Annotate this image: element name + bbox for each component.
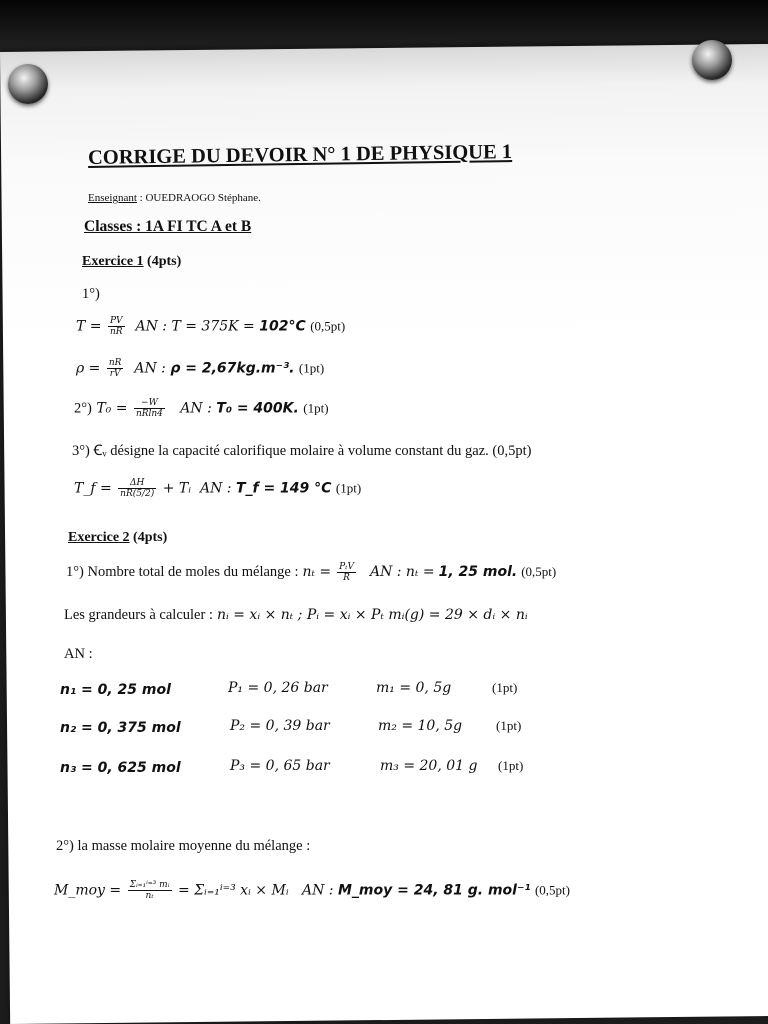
exercise1-points: (4pts) (147, 254, 182, 269)
exercise1-title: Exercice 1 (82, 254, 144, 269)
m-an: AN : (302, 882, 334, 899)
m-lhs: M_moy = (54, 882, 122, 899)
tf-frac-num: ΔH (118, 478, 156, 489)
nt-an: AN : nₜ = (369, 564, 435, 581)
total-moles-line (66, 562, 556, 583)
an-label: AN : (64, 646, 93, 662)
m-frac-num: Σᵢ₌₁ⁱ⁼³ mᵢ (129, 880, 170, 890)
m-frac-den: nₜ (145, 891, 154, 901)
t0-frac-num: −W (134, 398, 165, 409)
n3-value: n₃ = 0, 625 mol (60, 760, 181, 776)
p1-value: P₁ = 0, 26 bar (228, 680, 328, 696)
row2-points: (1pt) (496, 718, 522, 733)
t0-points: (1pt) (303, 400, 329, 416)
row1-points: (1pt) (492, 680, 518, 695)
t-lhs: T = (76, 318, 102, 335)
exercise2-title: Exercice 2 (68, 530, 130, 545)
density-formula (76, 358, 324, 379)
rho-points: (1pt) (298, 360, 325, 376)
molar-mass-formula (54, 880, 570, 901)
rho-fraction (107, 358, 124, 379)
tf-points: (1pt) (335, 480, 362, 496)
m-result: M_moy = 24, 81 g. mol⁻¹ (337, 882, 531, 899)
document-title: CORRIGE DU DEVOIR N° 1 DE PHYSIQUE 1 (87, 141, 513, 169)
rho-an: AN : (134, 360, 166, 377)
nt-lhs: nₜ = (302, 564, 332, 581)
t-frac-den: nR (109, 327, 123, 337)
m-sum: = Σᵢ₌₁ⁱ⁼³ xᵢ × Mᵢ (177, 882, 289, 899)
nt-frac-den: R (343, 573, 350, 583)
t-frac-num: PV (108, 316, 125, 327)
tf-frac-den: nR(5/2) (120, 489, 155, 499)
grandeurs-line (64, 606, 528, 624)
exercise1-heading (82, 254, 181, 270)
t0-lhs: T₀ = (96, 400, 128, 417)
classes-label: Classes : 1A FI TC A et B (84, 218, 252, 235)
t0-frac-den: nRln4 (135, 409, 163, 419)
t-result: 102°C (259, 318, 306, 335)
row3-points: (1pt) (498, 758, 524, 773)
t0-an: AN : (180, 400, 212, 417)
tf-fraction (118, 478, 156, 499)
p2-value: P₂ = 0, 39 bar (230, 718, 330, 734)
tf-formula (74, 478, 361, 499)
n1-value: n₁ = 0, 25 mol (60, 682, 171, 698)
t0-formula (74, 398, 329, 419)
nt-frac-num: PₜV (339, 562, 354, 572)
temperature-formula (76, 316, 345, 337)
exercise2-heading (68, 530, 167, 546)
t0-result: T₀ = 400K. (216, 400, 299, 417)
grandeurs-text: Les grandeurs à calculer : (64, 607, 213, 623)
rho-lhs: ρ = (76, 360, 101, 377)
classes-line (84, 218, 251, 236)
exercise1-q3: 3°) Ꞓᵥ désigne la capacité calorifique molaire à volume constant du gaz. (0,5pt) (72, 443, 532, 459)
total-moles-text: 1°) Nombre total de moles du mélange : (66, 564, 299, 581)
m1-value: m₁ = 0, 5g (376, 680, 452, 696)
m-fraction (128, 880, 172, 901)
m3-value: m₃ = 20, 01 g (380, 758, 478, 774)
t-fraction (108, 316, 125, 337)
m2-value: m₂ = 10, 5g (378, 718, 463, 734)
nt-result: 1, 25 mol. (438, 564, 518, 581)
rho-result: ρ = 2,67kg.m⁻³. (170, 360, 295, 377)
rho-frac-den: rV (109, 369, 121, 379)
tf-result: T_f = 149 °C (235, 480, 332, 497)
nt-fraction (337, 562, 356, 583)
exercise1-q2: 2°) (74, 400, 92, 417)
n2-value: n₂ = 0, 375 mol (60, 720, 181, 736)
tf-lhs: T_f = (74, 480, 112, 497)
exercise1-q1: 1°) (82, 286, 100, 302)
m-points: (0,5pt) (534, 882, 570, 898)
exercise2-points: (4pts) (133, 530, 168, 545)
t-an: AN : T = 375K = (135, 318, 255, 335)
teacher-name: : OUEDRAOGO Stéphane. (136, 192, 261, 204)
nt-points: (0,5pt) (521, 564, 557, 580)
teacher-label: Enseignant (88, 192, 137, 204)
tf-an: AN : (199, 480, 232, 497)
t0-fraction (134, 398, 165, 419)
exercise2-q2: 2°) la masse molaire moyenne du mélange : (56, 838, 311, 854)
rho-frac-num: nR (108, 358, 122, 368)
p3-value: P₃ = 0, 65 bar (230, 758, 330, 774)
t-points: (0,5pt) (310, 318, 346, 334)
grandeurs-formulas: nᵢ = xᵢ × nₜ ; Pᵢ = xᵢ × Pₜ mᵢ(g) = 29 × dᵢ × nᵢ (216, 607, 528, 623)
tf-rest: + Tᵢ (162, 480, 192, 497)
teacher-line (88, 192, 261, 204)
